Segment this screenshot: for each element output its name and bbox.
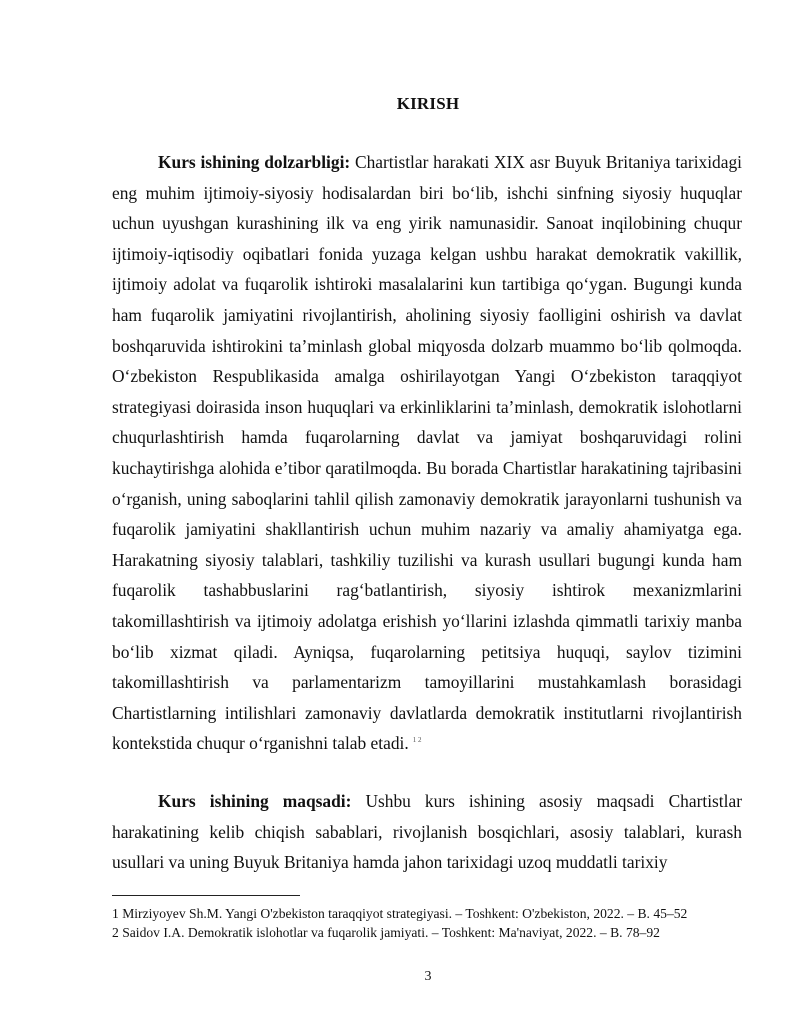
footnote-item: 1 Mirziyoyev Sh.M. Yangi O'zbekiston taraqqiyot strategiyasi. – Toshkent: O'zbekiston, 2022. – B. 45–52 [112,906,688,921]
footnote-item: 2 Saidov I.A. Demokratik islohotlar va fuqarolik jamiyati. – Toshkent: Ma'naviyat, 2022. – B. 78–92 [112,924,660,940]
page-heading: KIRISH [396,94,460,113]
footnote-reference[interactable]: 1 2 [412,736,422,745]
footnotes [112,905,752,942]
goal-label: Kurs ishining maqsadi: [158,791,352,811]
relevance-paragraph [112,147,742,759]
relevance-text: Chartistlar harakati XIX asr Buyuk Britaniya tarixidagi eng muhim ijtimoiy-siyosiy hodisalardan biri bo‘lib, ishchi sinfning siyosiy huquqlar uchun uyushgan kurashining ilk va eng yirik namunasidir. Sanoat inqilobining chuqur ijtimoiy-iqtisodiy oqibatlari fonida yuzaga kelgan ushbu harakat demokratik vakillik, ijtimoiy adolat va fuqarolik ishtiroki masalalarini kun tartibiga qo‘ygan. Bugungi kunda ham fuqarolik jamiyatini rivojlantirish, aholining siyosiy faolligini oshirish va davlat boshqaruvida ishtirokini ta’minlash global miqyosda dolzarb muammo bo‘lib qolmoqda. O‘zbekiston Respublikasida amalga oshirilayotgan Yangi O‘zbekiston taraqqiyot strategiyasi doirasida inson huquqlari va erkinliklarini ta’minlash, demokratik islohotlarni chuqurlashtirish hamda fuqarolarning davlat va jamiyat boshqaruvidagi rolini kuchaytirishga alohida e’tibor qaratilmoqda. Bu borada Chartistlar harakatining tajribasini o‘rganish, uning saboqlarini tahlil qilish zamonaviy demokratik jarayonlarni tushunish va fuqarolik jamiyatini shakllantirish uchun muhim nazariy va amaliy ahamiyatga ega. Harakatning siyosiy talablari, tashkiliy tuzilishi va kurash usullari bugungi kunda ham fuqarolik tashabbuslarini rag‘batlantirish, siyosiy ishtirok mexanizmlarini takomillashtirish va ijtimoiy adolatga erishish yo‘llarini izlashda qimmatli tarixiy manba bo‘lib xizmat qiladi. Ayniqsa, fuqarolarning petitsiya huquqi, saylov tizimini takomillashtirish va parlamentarizm tamoyillarini mustahkamlash borasidagi Chartistlarning intilishlari zamonaviy davlatlarda demokratik institutlarni rivojlantirish kontekstida chuqur o‘rganishni talab etadi. [112,152,742,754]
goal-paragraph [112,786,742,878]
goal-text: Ushbu kurs ishining asosiy maqsadi Chartistlar harakatining kelib chiqish sabablari, rivojlanish bosqichlari, asosiy talablari, kurash usullari va uning Buyuk Britaniya hamda jahon tarixidagi uzoq muddatli tarixiy [112,791,742,873]
relevance-label: Kurs ishining dolzarbligi: [158,152,351,172]
footnote-separator [112,895,300,896]
page-number: 3 [424,969,432,984]
